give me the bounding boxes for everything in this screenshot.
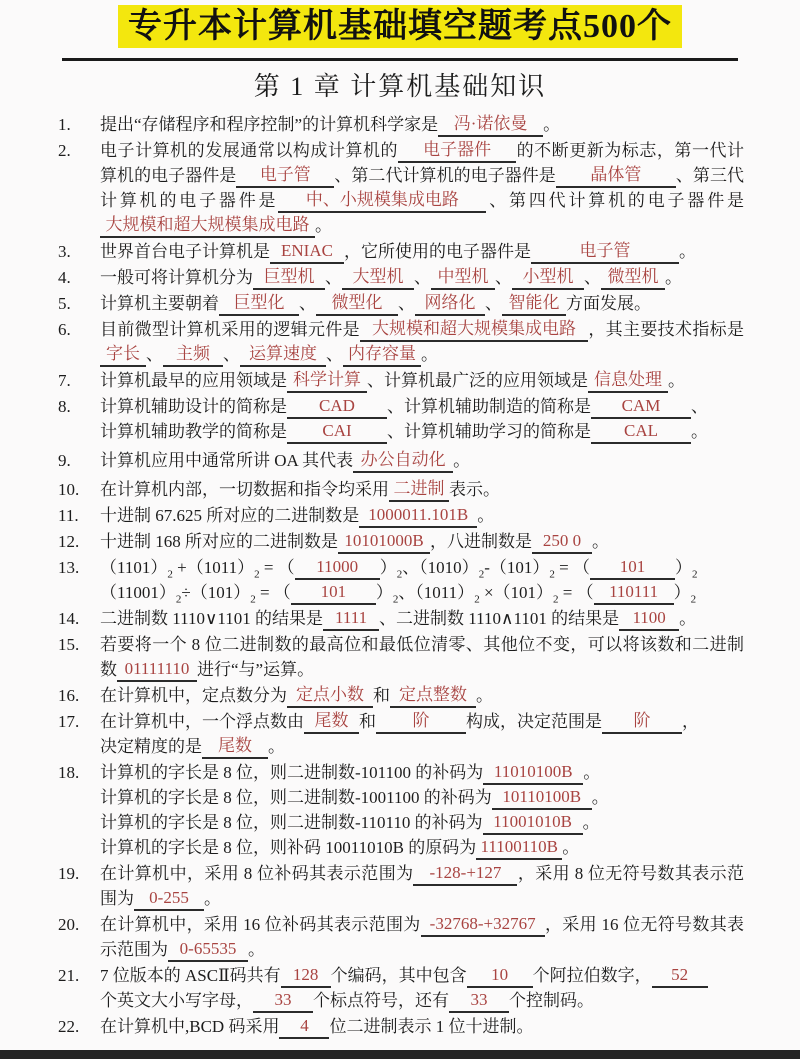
answer-blank: ENIAC: [270, 240, 344, 264]
question-item: [58, 555, 744, 605]
answer-blank: 阶: [602, 710, 682, 734]
answer-blank: 128: [281, 964, 331, 988]
answer-blank: 二进制: [389, 478, 449, 502]
question-text: 计算机最早的应用领域是 科学计算 、计算机最广泛的应用领域是 信息处理 。: [100, 368, 744, 393]
question-number: 15.: [58, 635, 80, 654]
answer-blank: 大规模和超大规模集成电路: [360, 318, 588, 342]
question-item: [58, 291, 744, 316]
answer-blank: 网络化: [415, 292, 485, 316]
question-item: [58, 265, 744, 290]
question-item: [58, 963, 744, 1013]
subscript: 2: [167, 568, 173, 581]
subscript: 2: [690, 593, 697, 606]
question-number: 22.: [58, 1017, 80, 1036]
answer-blank: 10101000B: [338, 530, 430, 554]
question-item: [58, 112, 744, 137]
question-item: [58, 709, 744, 759]
answer-blank: 1100: [619, 607, 679, 631]
answer-blank: CAD: [287, 395, 387, 419]
answer-blank: -32768-+32767: [421, 913, 545, 937]
chapter-heading: 第 1 章 计算机基础知识: [253, 72, 547, 101]
answer-blank: 33: [449, 989, 509, 1013]
question-text: 在计算机中，采用 16 位补码其表示范围为 -32768-+32767 ，采用 16 位无符号数其表示范围为 0-65535 。: [100, 912, 744, 962]
answer-blank: 1111: [323, 607, 379, 631]
question-number: 4.: [58, 268, 71, 287]
question-text: 目前微型计算机采用的逻辑元件是 大规模和超大规模集成电路 ，其主要技术指标是字长 、 主频 、 运算速度 、 内存容量 。: [100, 317, 744, 367]
answer-blank: 电子器件: [398, 139, 516, 163]
question-number: 20.: [58, 915, 80, 934]
question-text: 电子计算机的发展通常以构成计算机的 电子器件 的不断更新为标志，第一代计算机的电子器件是 电子管 、第二代计算机的电子器件是 晶体管 、第三代计算机的电子器件是 中、小规模集成电路 、第四代计算机的电子器件是大规模和超大规模集成电路 。: [100, 138, 744, 238]
question-text: 计算机辅助设计的简称是 CAD 、计算机辅助制造的简称是 CAM 、 计算机辅助教学的简称是 CAI 、计算机辅助学习的简称是 CAL 。: [100, 394, 744, 444]
question-text: 十进制 168 所对应的二进制数是 10101000B ，八进制数是 250 0 。: [100, 529, 744, 554]
question-text: 计算机的字长是 8 位，则二进制数-101100 的补码为 11010100B 。 计算机的字长是 8 位，则二进制数-1001100 的补码为 10110100B 。 计算机的字长是 8 位，则二进制数-110110 的补码为 11001010B 。 计算机的字长是 8 位，则补码 10011010B 的原码为 11100110B 。: [100, 760, 744, 860]
answer-blank: CAI: [287, 420, 387, 444]
question-number: 17.: [58, 712, 80, 731]
question-item: [58, 760, 744, 860]
question-number: 3.: [58, 242, 71, 261]
question-number: 9.: [58, 451, 71, 470]
answer-blank: 11010100B: [483, 761, 583, 785]
answer-blank: 定点整数: [390, 684, 476, 708]
question-text: 7 位版本的 ASCⅡ码共有 128 个编码，其中包含 10 个阿拉伯数字， 52 个英文大小写字母， 33 个标点符号，还有 33 个控制码。: [100, 963, 744, 1013]
question-item: [58, 861, 744, 911]
question-item: [58, 503, 744, 528]
question-text: 若要将一个 8 位二进制数的最高位和最低位清零、其他位不变，可以将该数和二进制数 01111110 进行“与”运算。: [100, 632, 744, 682]
question-text: $(1101)_2 +(1011)_2$ = （ 11000 ）$_2$、$(1010)_2-(101)_2$ = （ 101 ）$_2$ $(11001)_2\div(101)_2$ = （ 101 ）$_2$、$(1011)_2 \times(101)_2$ = （ 110111 ）$_2$: [100, 557, 698, 606]
question-number: 5.: [58, 294, 71, 313]
answer-blank: 巨型机: [253, 266, 325, 290]
subscript: 2: [691, 568, 698, 581]
question-number: 14.: [58, 609, 80, 628]
answer-blank: 250 0: [532, 530, 592, 554]
question-number: 1.: [58, 115, 71, 134]
question-number: 12.: [58, 532, 80, 551]
subscript: 2: [549, 568, 555, 581]
question-number: 19.: [58, 864, 80, 883]
question-number: 16.: [58, 686, 80, 705]
answer-blank: 尾数: [304, 710, 359, 734]
answer-blank: CAL: [591, 420, 691, 444]
subscript: 2: [553, 593, 559, 606]
question-item: [58, 632, 744, 682]
question-item: [58, 239, 744, 264]
question-number: 6.: [58, 320, 71, 339]
answer-blank: 尾数: [202, 735, 268, 759]
answer-blank: CAM: [591, 395, 691, 419]
question-list: [0, 112, 800, 1039]
answer-blank: 中型机: [431, 266, 495, 290]
answer-blank: 定点小数: [287, 684, 373, 708]
subscript: 2: [250, 593, 256, 606]
subscript: 2: [254, 568, 260, 581]
question-item: [58, 138, 744, 238]
answer-blank: 巨型化: [219, 292, 299, 316]
question-number: 8.: [58, 397, 71, 416]
answer-blank: 11000: [295, 556, 380, 580]
question-text: 计算机主要朝着 巨型化 、 微型化 、 网络化 、 智能化 方面发展。: [100, 291, 744, 316]
question-text: 计算机应用中通常所讲 OA 其代表 办公自动化 。: [100, 448, 744, 473]
question-text: 在计算机中,BCD 码采用 4 位二进制表示 1 位十进制。: [100, 1014, 744, 1039]
question-text: 世界首台电子计算机是 ENIAC ，它所使用的电子器件是 电子管 。: [100, 239, 744, 264]
answer-blank: 字长: [100, 343, 146, 367]
answer-blank: 运算速度: [240, 343, 326, 367]
answer-blank: 中、小规模集成电路: [278, 189, 486, 213]
answer-blank: 阶: [376, 710, 466, 734]
answer-blank: 0-255: [134, 887, 204, 911]
answer-blank: 52: [652, 964, 708, 988]
page-title: 专升本计算机基础填空题考点500个: [118, 5, 682, 48]
question-number: 7.: [58, 371, 71, 390]
answer-blank: 110111: [594, 581, 674, 605]
answer-blank: 内存容量: [343, 343, 421, 367]
question-number: 21.: [58, 966, 80, 985]
answer-blank: 电子管: [531, 240, 679, 264]
answer-blank: 0-65535: [168, 938, 248, 962]
question-item: [58, 394, 744, 444]
question-item: [58, 477, 744, 502]
question-text: 十进制 67.625 所对应的二进制数是 1000011.101B 。: [100, 503, 744, 528]
question-number: 2.: [58, 141, 71, 160]
answer-blank: -128-+127: [413, 862, 517, 886]
subscript: 2: [474, 593, 480, 606]
title-row: [0, 0, 800, 48]
answer-blank: 电子管: [236, 164, 334, 188]
question-text: 在计算机中，采用 8 位补码其表示范围为 -128-+127 ，采用 8 位无符号数其表示范围为 0-255 。: [100, 861, 744, 911]
answer-blank: 大规模和超大规模集成电路: [100, 214, 315, 238]
question-text: 二进制数 1110∨1101 的结果是 1111 、二进制数 1110∧1101 的结果是 1100 。: [100, 606, 744, 631]
answer-blank: 11100110B: [476, 836, 562, 860]
question-item: [58, 683, 744, 708]
answer-blank: 101: [590, 556, 675, 580]
question-item: [58, 448, 744, 473]
bottom-edge-bar: [0, 1050, 800, 1059]
answer-blank: 10: [467, 964, 533, 988]
question-number: 10.: [58, 480, 80, 499]
question-item: [58, 912, 744, 962]
subscript: 2: [175, 593, 182, 606]
answer-blank: 1000011.101B: [359, 504, 477, 528]
answer-blank: 4: [279, 1015, 329, 1039]
answer-blank: 101: [291, 581, 376, 605]
answer-blank: 冯·诺依曼: [438, 113, 543, 137]
answer-blank: 10110100B: [492, 786, 592, 810]
question-item: [58, 529, 744, 554]
answer-blank: 小型机: [512, 266, 584, 290]
question-number: 18.: [58, 763, 80, 782]
answer-blank: 智能化: [502, 292, 566, 316]
answer-blank: 办公自动化: [353, 449, 453, 473]
answer-blank: 主频: [163, 343, 223, 367]
subscript: 2: [392, 593, 399, 606]
answer-blank: 33: [253, 989, 313, 1013]
question-text: 在计算机内部，一切数据和指令均采用 二进制 表示。: [100, 477, 744, 502]
horizontal-rule: [62, 58, 738, 61]
question-text: 在计算机中，一个浮点数由 尾数 和 阶 构成，决定范围是 阶 ， 决定精度的是 尾数 。: [100, 709, 744, 759]
answer-blank: 科学计算: [287, 369, 367, 393]
answer-blank: 晶体管: [556, 164, 676, 188]
answer-blank: 微型化: [316, 292, 398, 316]
question-item: [58, 317, 744, 367]
question-text: 在计算机中，定点数分为 定点小数 和 定点整数 。: [100, 683, 744, 708]
question-text: 一般可将计算机分为 巨型机 、 大型机 、 中型机 、 小型机 、 微型机 。: [100, 265, 744, 290]
question-item: [58, 368, 744, 393]
question-number: 13.: [58, 558, 80, 577]
subscript: 2: [396, 568, 403, 581]
answer-blank: 信息处理: [588, 369, 668, 393]
answer-blank: 微型机: [601, 266, 665, 290]
answer-blank: 01111110: [117, 658, 197, 682]
answer-blank: 11001010B: [483, 811, 583, 835]
question-text: 提出“存储程序和程序控制”的计算机科学家是 冯·诺依曼 。: [100, 112, 744, 137]
question-item: [58, 1014, 744, 1039]
question-item: [58, 606, 744, 631]
subscript: 2: [478, 568, 485, 581]
answer-blank: 大型机: [342, 266, 414, 290]
question-number: 11.: [58, 506, 79, 525]
